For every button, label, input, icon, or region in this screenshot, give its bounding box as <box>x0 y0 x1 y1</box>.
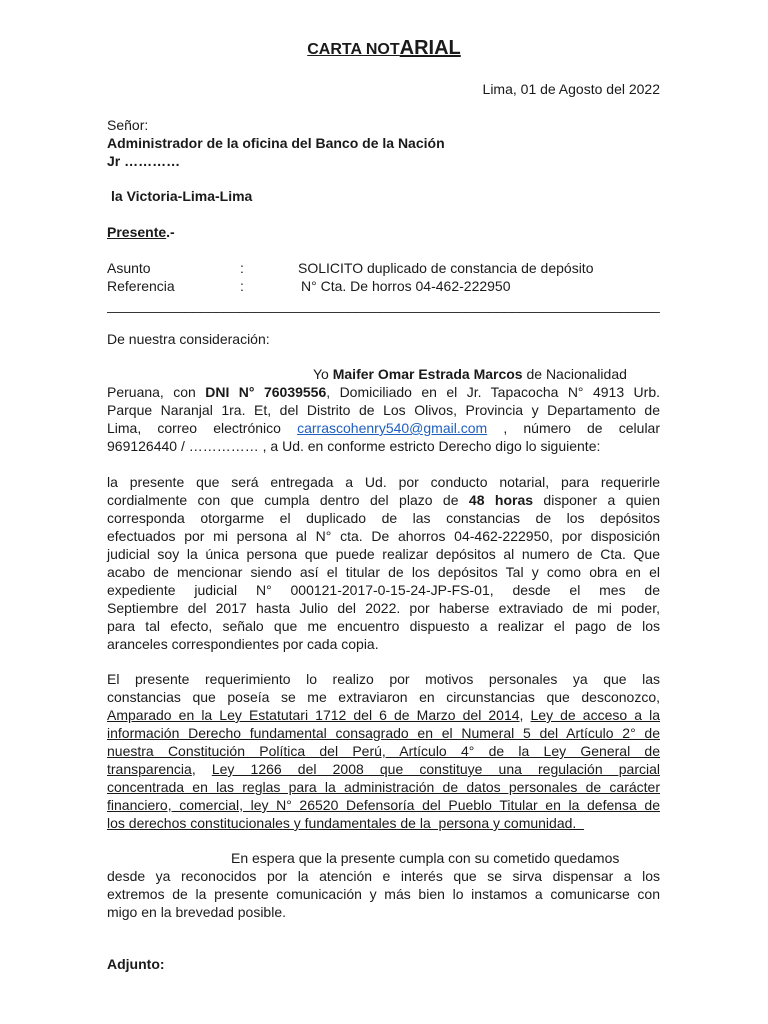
email-link[interactable]: carrascohenry540@gmail.com <box>297 420 488 436</box>
recipient: Administrador de la oficina del Banco de la Nación <box>107 135 445 151</box>
asunto-colon: : <box>240 260 244 276</box>
address-city: la Victoria-Lima-Lima <box>111 188 253 204</box>
greeting: De nuestra consideración: <box>107 331 270 347</box>
p1-l2-pre: Peruana, con <box>107 384 206 400</box>
p1-l2-post: , Domiciliado en el Jr. Tapacocha N° 4913 Urb. <box>326 384 660 400</box>
p1-line-1 <box>313 365 627 383</box>
title-part-2: ARIAL <box>399 37 461 59</box>
p1-line-4 <box>107 419 660 437</box>
referencia-label: Referencia <box>107 278 175 294</box>
p2-line-9: para tal efecto, señalo que me encuentro dispuesto a realizar el pago de los <box>107 618 660 634</box>
p2-line-7: expediente judicial N° 000121-2017-0-15-24-JP-FS-01, desde el mes de <box>107 582 660 598</box>
p1-l1-post: de Nacionalidad <box>522 366 627 382</box>
asunto-label: Asunto <box>107 260 151 276</box>
p2-line-1: la presente que será entregada a Ud. por conducto notarial, para requerirle <box>107 474 660 490</box>
p3-line-7: concentrada en las reglas para la administración de datos personales de carácter <box>107 779 660 795</box>
p3-l3-sep: , <box>519 707 531 723</box>
sender-dni: DNI N° 76039556 <box>205 384 327 400</box>
p3-line-5: nuestra Constitución Política del Perú, Artículo 4° de la Ley General de <box>107 743 660 759</box>
p1-l4-post: , número de celular <box>487 420 660 436</box>
p2-line-5: judicial soy la única persona que puede realizar depósitos al numero de Cta. Que <box>107 546 660 562</box>
p3-line-2: constancias que poseía se me extraviaron en circunstancias que desconozco, <box>107 689 660 705</box>
p2-line-8: Septiembre del 2017 hasta Julio del 2022. por haberse extraviado de mi poder, <box>107 600 660 616</box>
presente-word: Presente <box>107 224 167 240</box>
p1-line-2 <box>107 383 660 401</box>
p1-l4-pre: Lima, correo electrónico <box>107 420 298 436</box>
deadline-hours: 48 horas <box>468 492 534 508</box>
asunto-value: SOLICITO duplicado de constancia de depósito <box>298 260 594 276</box>
law-ref-access: Ley de acceso a la <box>530 707 660 723</box>
address-street: Jr ………… <box>107 153 181 169</box>
law-ref-transparencia: transparencia <box>107 761 192 777</box>
p2-line-4: efectuados por mi persona al N° cta. De ahorros 04-462-222950, por disposición <box>107 528 660 544</box>
title-part-1: CARTA NOT <box>307 41 400 58</box>
p3-line-3 <box>107 706 660 724</box>
p4-line-4: migo en la brevedad posible. <box>107 904 287 920</box>
law-ref-1712: Amparado en la Ley Estatutari 1712 del 6 de Marzo del 2014 <box>107 707 520 723</box>
p2-l2-post: disponer a quien <box>533 492 660 508</box>
p2-line-6: acabo de mencionar siendo así el titular de los depósitos Tal y como obra en el <box>107 564 660 580</box>
p3-line-4: información Derecho fundamental consagrado en el Numeral 5 del Artículo 2° de <box>107 725 660 741</box>
p1-line-3: Parque Naranjal 1ra. Et, del Distrito de Los Olivos, Provincia y Departamento de <box>107 402 660 418</box>
p3-line-8: financiero, comercial, ley N° 26520 Defensoría del Pueblo Titular en la defensa de <box>107 797 660 813</box>
sender-name: Maifer Omar Estrada Marcos <box>332 366 523 382</box>
p2-line-2 <box>107 491 660 509</box>
p3-line-6 <box>107 760 660 778</box>
adjunto-label: Adjunto: <box>107 956 165 972</box>
letter-date: Lima, 01 de Agosto del 2022 <box>482 81 660 97</box>
p4-line-2: desde ya reconocidos por la atención e interés que se sirva dispensar a los <box>107 868 660 884</box>
presente-suffix: .- <box>166 224 175 240</box>
p2-line-10: aranceles correspondientes por cada copia. <box>107 636 379 652</box>
p2-line-3: corresponda otorgarme el duplicado de las constancias de los depósitos <box>107 510 660 526</box>
referencia-colon: : <box>240 278 244 294</box>
presente-line <box>107 223 175 241</box>
p3-line-1: El presente requerimiento lo realizo por motivos personales ya que las <box>107 671 660 687</box>
letter-title <box>0 39 768 59</box>
separator-line: _______________________________________________________________________ <box>107 297 660 313</box>
law-ref-1266: Ley 1266 del 2008 que constituye una regulación parcial <box>211 761 660 777</box>
p4-line-3: extremos de la presente comunicación y más bien lo instamos a comunicarse con <box>107 886 660 902</box>
salutation: Señor: <box>107 117 149 133</box>
referencia-value: N° Cta. De horros 04-462-222950 <box>301 278 511 294</box>
p1-l1-pre: Yo <box>313 366 333 382</box>
p3-line-9: los derechos constitucionales y fundamentales de la persona y comunidad. <box>107 815 585 831</box>
p1-line-5: 969126440 / …………… , a Ud. en conforme estricto Derecho digo lo siguiente: <box>107 438 601 454</box>
p2-l2-pre: cordialmente con que cumpla dentro del plazo de <box>107 492 469 508</box>
p4-line-1: En espera que la presente cumpla con su cometido quedamos <box>231 850 620 866</box>
p3-l6-sep: , <box>191 761 212 777</box>
